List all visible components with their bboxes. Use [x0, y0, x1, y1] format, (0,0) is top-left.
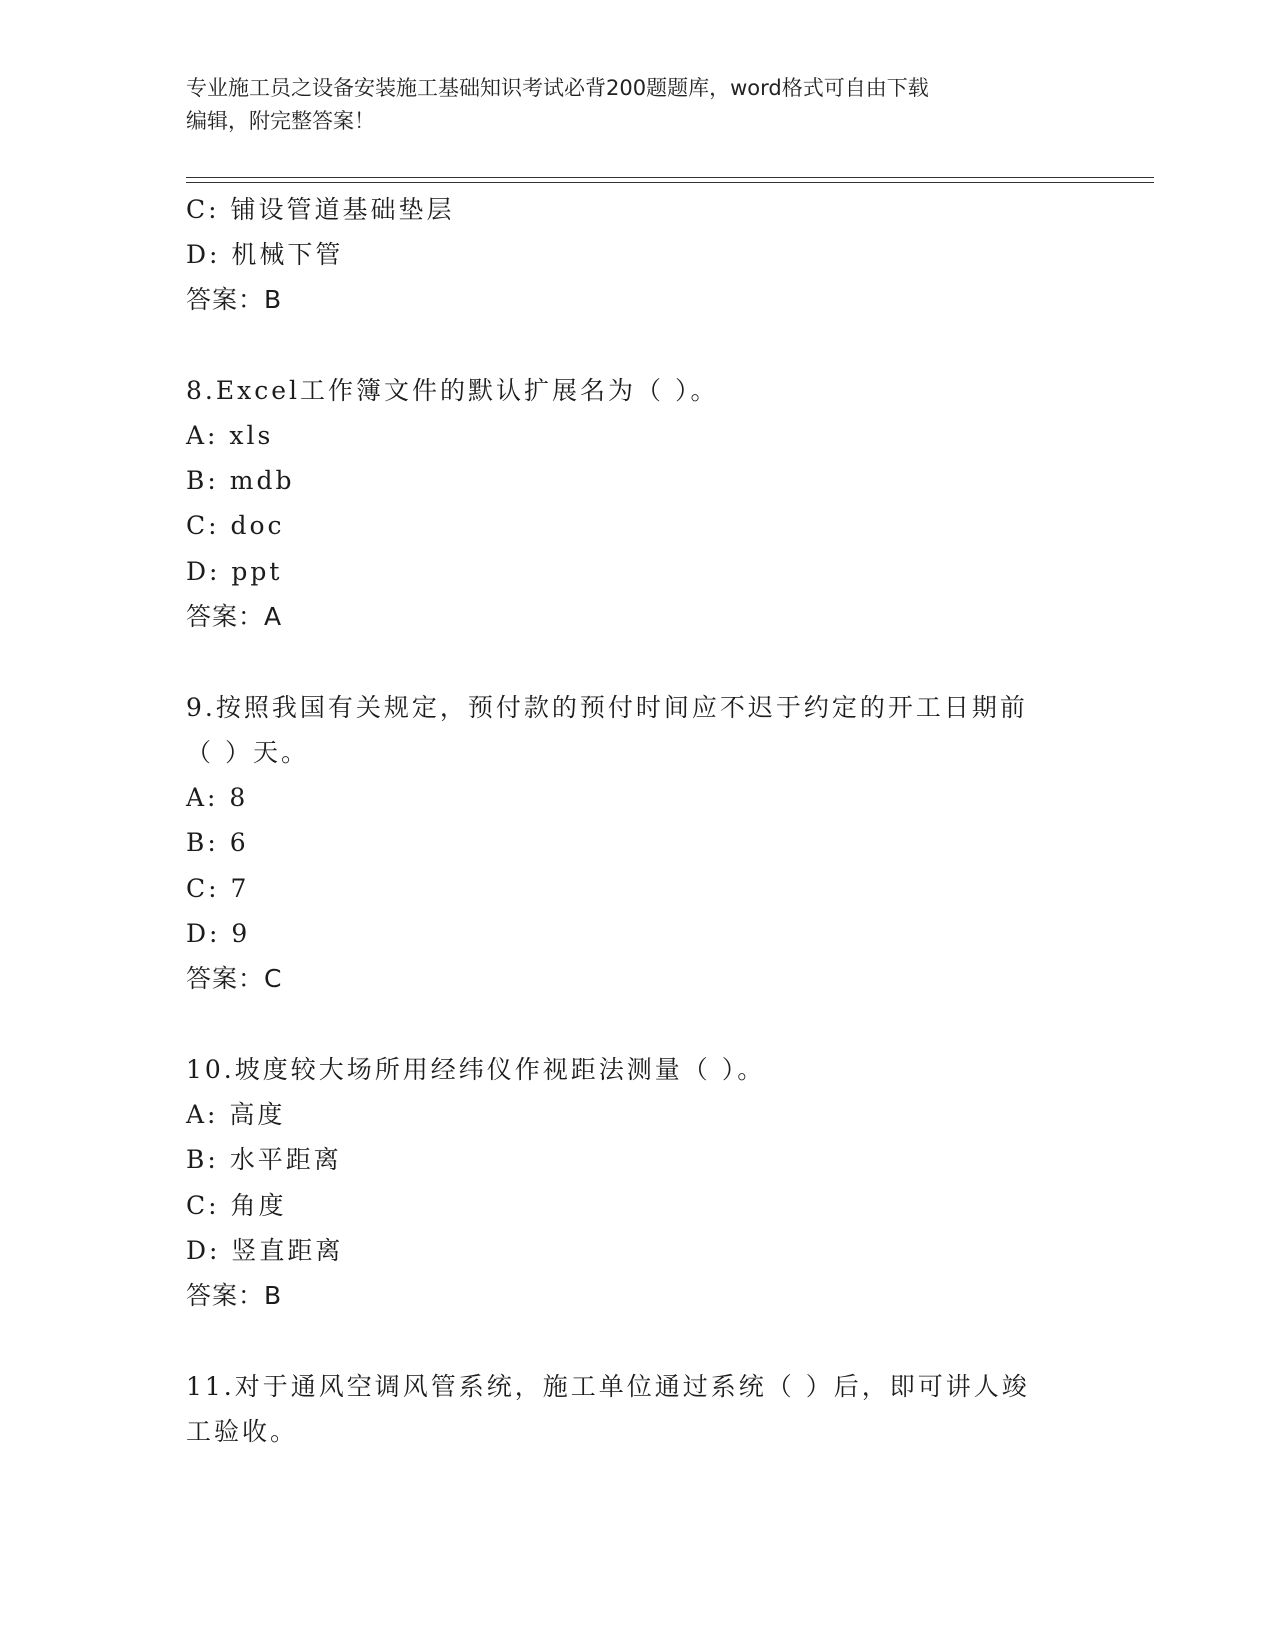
q8-option-c: C: doc	[186, 511, 285, 540]
q7-answer: 答案：B	[186, 285, 283, 314]
q9-option-a: A: 8	[186, 783, 249, 812]
q8-question: 8.Excel工作簿文件的默认扩展名为（ ）。	[186, 376, 719, 405]
q10-option-c: C: 角度	[186, 1191, 287, 1220]
q9-question-line-2: （ ）天。	[186, 738, 309, 767]
q10-option-d: D: 竖直距离	[186, 1236, 344, 1265]
header-divider-top	[186, 177, 1154, 178]
q10-question: 10.坡度较大场所用经纬仪作视距法测量（ ）。	[186, 1055, 766, 1084]
q9-answer: 答案：C	[186, 964, 283, 993]
document-header	[186, 72, 1066, 138]
q7-option-d: D: 机械下管	[186, 240, 344, 269]
q11-question-line-1: 11.对于通风空调风管系统，施工单位通过系统（ ）后，即可讲人竣	[186, 1372, 1030, 1401]
q8-answer: 答案：A	[186, 602, 283, 631]
q10-option-b: B: 水平距离	[186, 1145, 342, 1174]
header-title-line-1: 专业施工员之设备安装施工基础知识考试必背200题题库，word格式可自由下载	[186, 76, 929, 100]
q9-option-b: B: 6	[186, 828, 249, 857]
header-divider-bottom	[186, 182, 1154, 183]
header-title-line-2: 编辑，附完整答案！	[186, 109, 375, 133]
q9-option-d: D: 9	[186, 919, 251, 948]
q8-option-a: A: xls	[186, 421, 274, 450]
q7-option-c: C: 铺设管道基础垫层	[186, 195, 455, 224]
q10-option-a: A: 高度	[186, 1100, 286, 1129]
q8-option-d: D: ppt	[186, 557, 283, 586]
q8-option-b: B: mdb	[186, 466, 295, 495]
q9-question-line-1: 9.按照我国有关规定，预付款的预付时间应不迟于约定的开工日期前	[186, 693, 1028, 722]
q10-answer: 答案：B	[186, 1281, 283, 1310]
q11-question-line-2: 工验收。	[186, 1417, 299, 1446]
q9-option-c: C: 7	[186, 874, 250, 903]
